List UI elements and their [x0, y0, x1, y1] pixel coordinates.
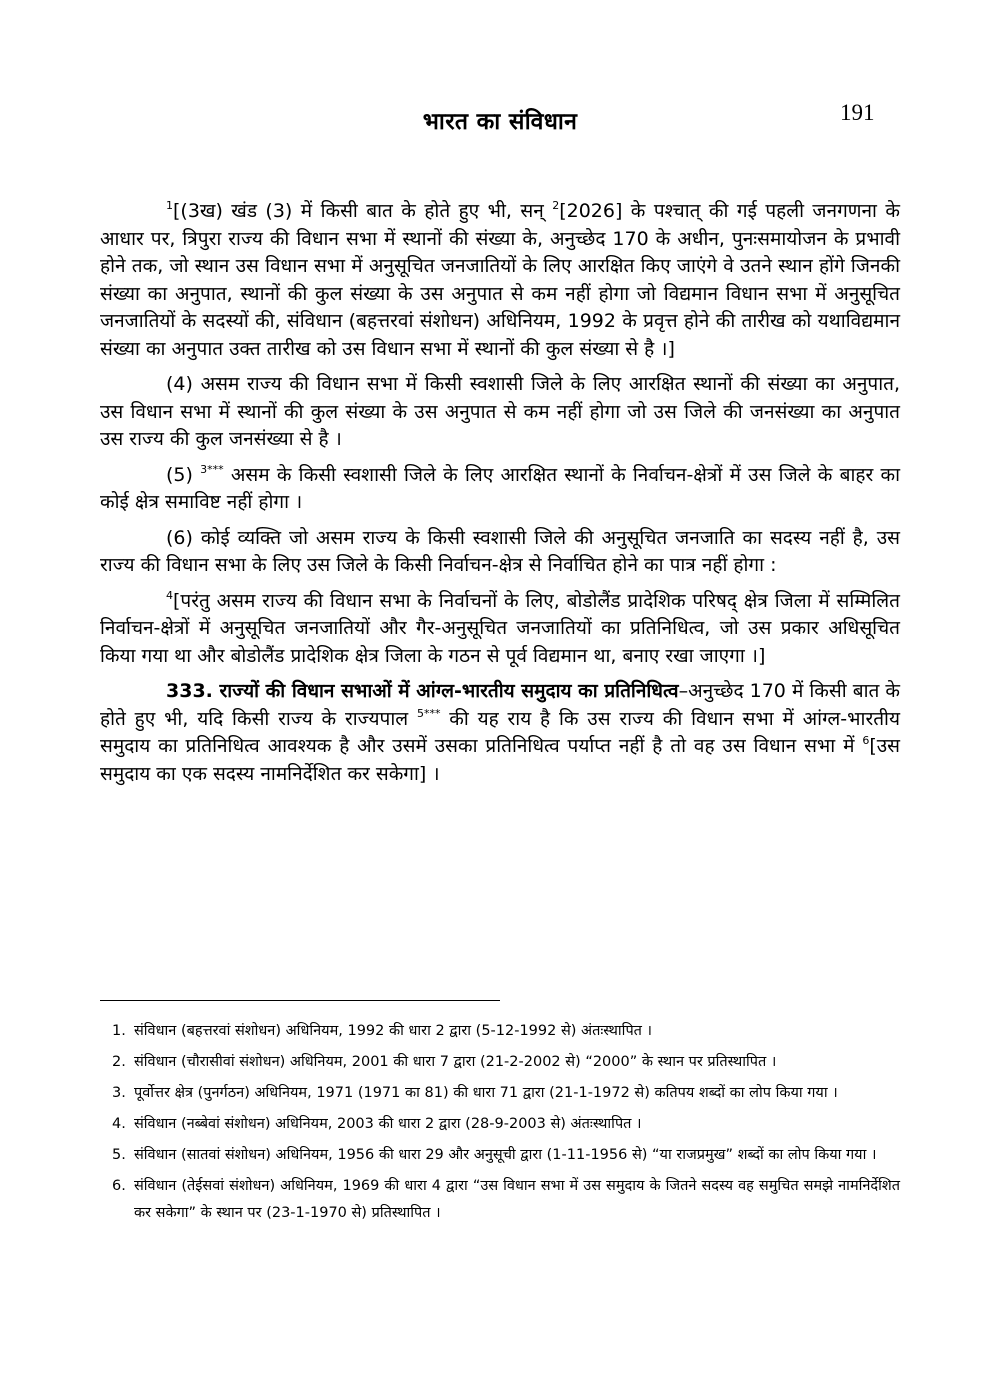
body-text	[100, 198, 900, 796]
footnote-number: 5.	[112, 1147, 126, 1163]
footnote-number: 3.	[112, 1085, 126, 1101]
footnote-number: 4.	[112, 1116, 126, 1132]
footnote-item	[112, 1111, 900, 1138]
footnotes	[112, 1018, 900, 1231]
footnote-item	[112, 1018, 900, 1045]
footnote-ref: 2	[552, 199, 560, 212]
heading-dash: –	[678, 680, 689, 702]
footnote-divider	[100, 1000, 500, 1001]
article-heading: 333. राज्यों की विधान सभाओं में आंग्ल-भारतीय समुदाय का प्रतिनिधित्व	[166, 680, 679, 702]
footnote-ref: 3***	[200, 462, 224, 476]
footnote-number: 6.	[112, 1178, 126, 1194]
clause-6-paragraph: (6) कोई व्यक्ति जो असम राज्य के किसी स्वशासी जिले की अनुसूचित जनजाति का सदस्य नहीं है, उस राज्य की विधान सभा के लिए उस जिले के किसी निर्वाचन-क्षेत्र से निर्वाचित होने का पात्र नहीं होगा :	[100, 526, 900, 576]
footnote-ref: 1	[166, 199, 173, 212]
footnote-number: 1.	[112, 1023, 126, 1039]
footnote-text: संविधान (तेईसवां संशोधन) अधिनियम, 1969 की धारा 4 द्वारा “उस विधान सभा में उस समुदाय के जितने सदस्य वह समुचित समझे नामनिर्देशित कर सकेगा” के स्थान पर (23-1-1970 से) प्रतिस्थापित ।	[134, 1178, 900, 1221]
footnote-item	[112, 1173, 900, 1227]
article-333-paragraph	[100, 678, 900, 788]
paragraph-text: [2026] के पश्चात् की गई पहली जनगणना के आधार पर, त्रिपुरा राज्य की विधान सभा में स्थानों की संख्या के, अनुच्छेद 170 के अधीन, पुनःसमायोजन के प्रभावी होने तक, जो स्थान उस विधान सभा में अनुसूचित जनजातियों के लिए आरक्षित किए जाएंगे वे उतने स्थान होंगे जिनकी संख्या का अनुपात, स्थानों की कुल संख्या के उस अनुपात से कम नहीं होगा जो विद्यमान विधान सभा में अनुसूचित जनजातियों के सदस्यों की, संविधान (बहत्तरवां संशोधन) अधिनियम, 1992 के प्रवृत्त होने की तारीख को यथाविद्यमान संख्या का अनुपात उक्त तारीख को उस विधान सभा में स्थानों की कुल संख्या से है ।]	[100, 200, 900, 360]
clause-5-paragraph	[100, 462, 900, 517]
clause-4-paragraph: (4) असम राज्य की विधान सभा में किसी स्वशासी जिले के लिए आरक्षित स्थानों की संख्या का अनुपात, उस विधान सभा में स्थानों की कुल संख्या के उस अनुपात से कम नहीं होगा जो उस जिले की जनसंख्या का अनुपात उस राज्य की कुल जनसंख्या से है ।	[100, 373, 900, 450]
footnote-text: संविधान (चौरासीवां संशोधन) अधिनियम, 2001 की धारा 7 द्वारा (21-2-2002 से) “2000” के स्थान पर प्रतिस्थापित ।	[134, 1054, 777, 1070]
footnote-item	[112, 1049, 900, 1076]
footnote-text: पूर्वोत्तर क्षेत्र (पुनर्गठन) अधिनियम, 1971 (1971 का 81) की धारा 71 द्वारा (21-1-1972 से) कतिपय शब्दों का लोप किया गया ।	[134, 1085, 838, 1101]
footnote-text: संविधान (सातवां संशोधन) अधिनियम, 1956 की धारा 29 और अनुसूची द्वारा (1-11-1956 से) “या राजप्रमुख” शब्दों का लोप किया गया ।	[134, 1147, 877, 1163]
paragraph-text: अनुच्छेद 170 में किसी बात के होते हुए भी, यदि किसी राज्य के राज्यपाल	[100, 680, 900, 730]
paragraph-text: (5)	[166, 463, 201, 486]
footnote-ref: 4	[166, 588, 173, 602]
paragraph-text: [(3ख) खंड (3) में किसी बात के होते हुए भी, सन्	[173, 200, 553, 222]
paragraph-text: [उस समुदाय का एक सदस्य नामनिर्देशित कर सकेगा] ।	[100, 735, 900, 785]
footnote-text: संविधान (नब्बेवां संशोधन) अधिनियम, 2003 की धारा 2 द्वारा (28-9-2003 से) अंतःस्थापित ।	[134, 1116, 642, 1132]
footnote-item	[112, 1142, 900, 1169]
page-title: भारत का संविधान	[422, 109, 578, 135]
footnote-ref: 6	[862, 734, 870, 747]
footnote-text: संविधान (बहत्तरवां संशोधन) अधिनियम, 1992 की धारा 2 द्वारा (5-12-1992 से) अंतःस्थापित ।	[134, 1023, 653, 1039]
paragraph-text: असम के किसी स्वशासी जिले के लिए आरक्षित स्थानों के निर्वाचन-क्षेत्रों में उस जिले के बाहर का कोई क्षेत्र समाविष्ट नहीं होगा ।	[100, 463, 901, 513]
footnote-item	[112, 1080, 900, 1107]
paragraph-text: [परंतु असम राज्य की विधान सभा के निर्वाचनों के लिए, बोडोलैंड प्रादेशिक परिषद् क्षेत्र जिला में सम्मिलित निर्वाचन-क्षेत्रों में अनुसूचित जनजातियों और गैर-अनुसूचित जनजातियों का प्रतिनिधित्व, जो उस प्रकार अधिसूचित किया गया था और बोडोलैंड प्रादेशिक क्षेत्र जिला के गठन से पूर्व विद्यमान था, बनाए रखा जाएगा ।]	[100, 589, 900, 667]
proviso-paragraph	[100, 588, 900, 671]
paragraph-text: की यह राय है कि उस राज्य की विधान सभा में आंग्ल-भारतीय समुदाय का प्रतिनिधित्व आवश्यक है और उसमें उसका प्रतिनिधित्व पर्याप्त नहीं है तो वह उस विधान सभा में	[100, 707, 900, 757]
page-number: 191	[840, 100, 875, 125]
clause-3b-paragraph	[100, 198, 900, 363]
footnote-number: 2.	[112, 1054, 126, 1070]
footnote-ref: 5***	[416, 706, 441, 720]
